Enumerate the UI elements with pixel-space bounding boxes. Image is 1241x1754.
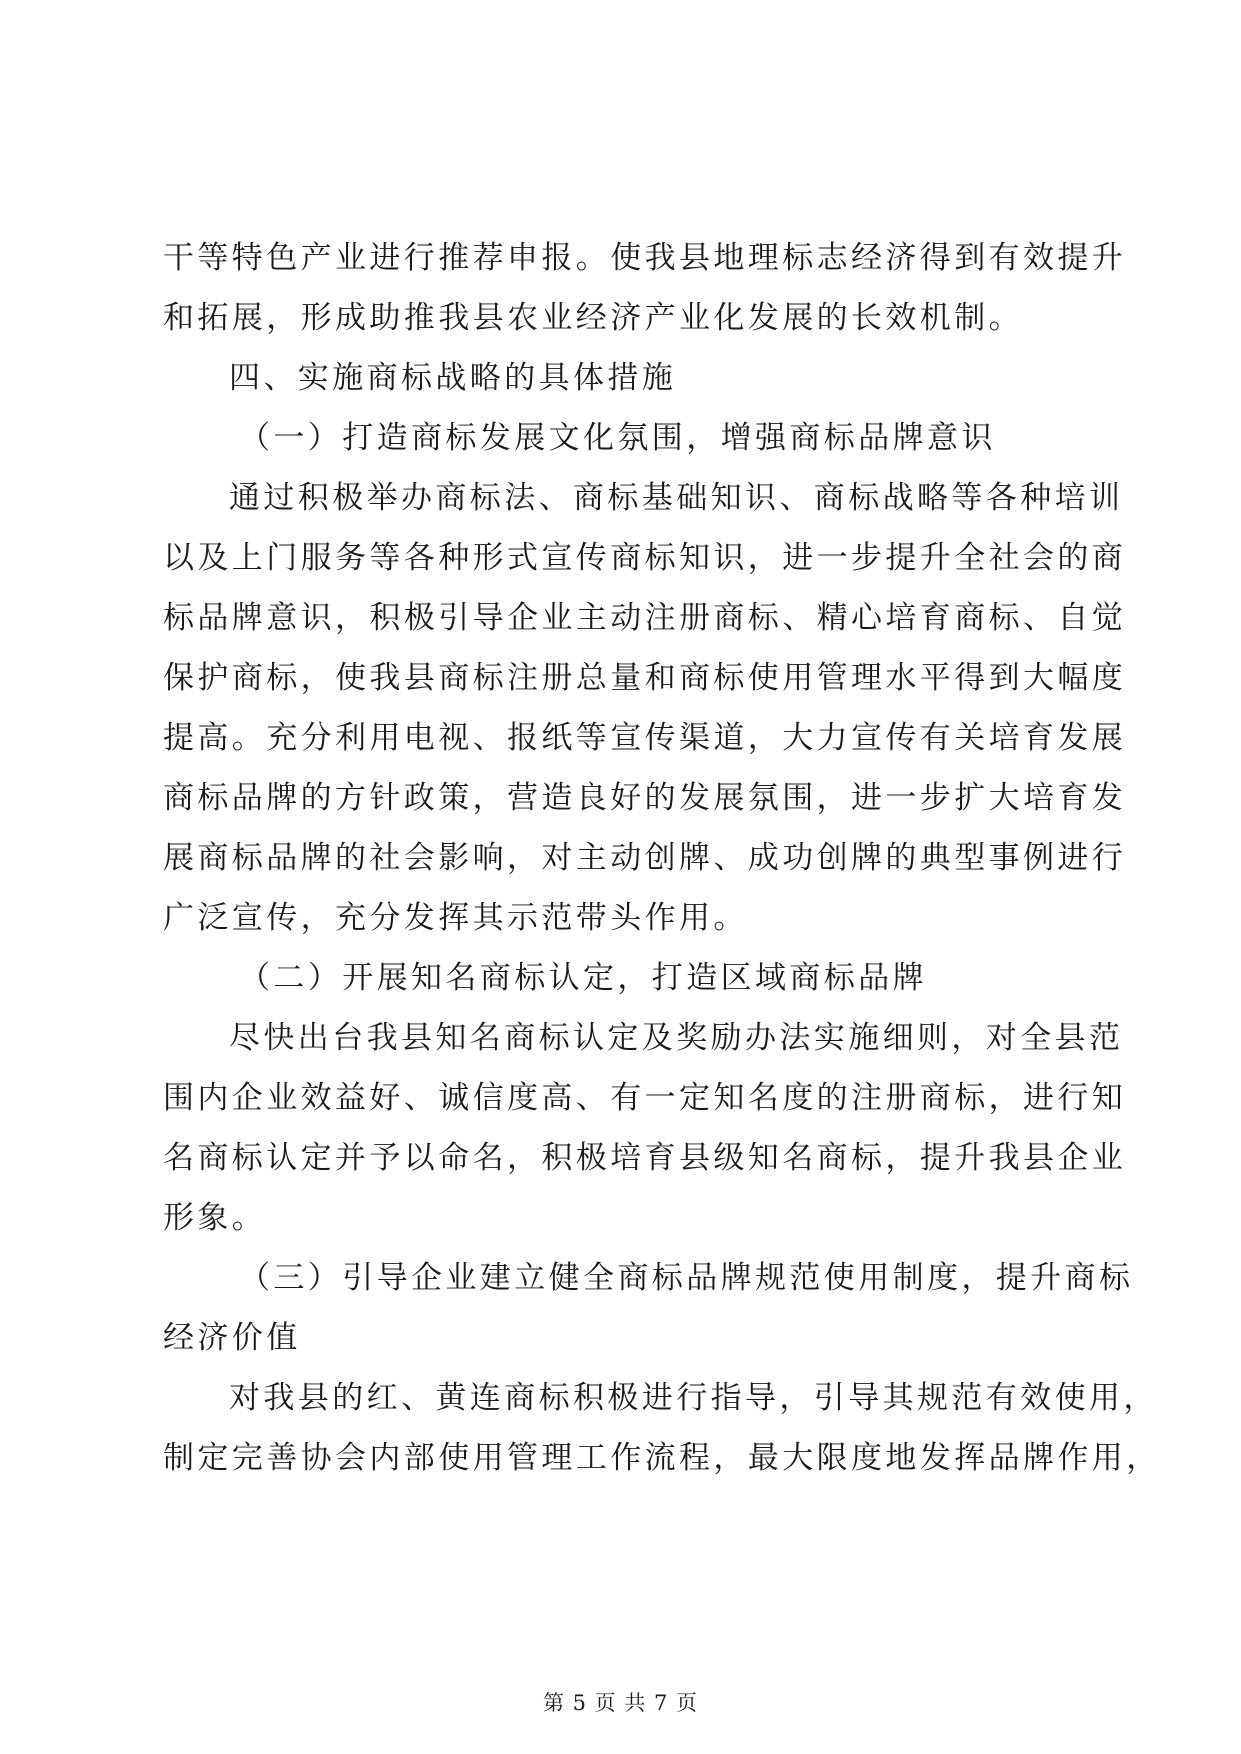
text-line: 标品牌意识，积极引导企业主动注册商标、精心培育商标、自觉	[163, 600, 1127, 636]
text-line: 广泛宣传，充分发挥其示范带头作用。	[163, 900, 748, 936]
text-line: 和拓展，形成助推我县农业经济产业化发展的长效机制。	[163, 300, 1023, 336]
subsection-heading: （三）引导企业建立健全商标品牌规范使用制度，提升商标	[239, 1260, 1134, 1296]
subsection-heading: （一）打造商标发展文化氛围，增强商标品牌意识	[239, 420, 996, 456]
text-line: 尽快出台我县知名商标认定及奖励办法实施细则，对全县范	[229, 1020, 1124, 1056]
section-heading: 四、实施商标战略的具体措施	[229, 360, 677, 396]
text-line: 商标品牌的方针政策，营造良好的发展氛围，进一步扩大培育发	[163, 780, 1127, 816]
body-text	[163, 228, 1161, 1488]
text-line: 干等特色产业进行推荐申报。使我县地理标志经济得到有效提升	[163, 240, 1127, 276]
text-line: 名商标认定并予以命名，积极培育县级知名商标，提升我县企业	[163, 1140, 1127, 1176]
text-line: 提高。充分利用电视、报纸等宣传渠道，大力宣传有关培育发展	[163, 720, 1127, 756]
text-line: 对我县的红、黄连商标积极进行指导，引导其规范有效使用，	[229, 1380, 1158, 1416]
text-line: 以及上门服务等各种形式宣传商标知识，进一步提升全社会的商	[163, 540, 1127, 576]
text-line: 制定完善协会内部使用管理工作流程，最大限度地发挥品牌作用，	[163, 1440, 1161, 1476]
page-footer: 第 5 页 共 7 页	[542, 1691, 699, 1715]
subsection-heading: （二）开展知名商标认定，打造区域商标品牌	[239, 960, 927, 996]
text-line: 展商标品牌的社会影响，对主动创牌、成功创牌的典型事例进行	[163, 840, 1127, 876]
text-line: 围内企业效益好、诚信度高、有一定知名度的注册商标，进行知	[163, 1080, 1127, 1116]
text-line: 形象。	[163, 1200, 267, 1236]
text-line: 通过积极举办商标法、商标基础知识、商标战略等各种培训	[229, 480, 1124, 516]
text-line: 保护商标，使我县商标注册总量和商标使用管理水平得到大幅度	[163, 660, 1127, 696]
text-line: 经济价值	[163, 1320, 301, 1356]
